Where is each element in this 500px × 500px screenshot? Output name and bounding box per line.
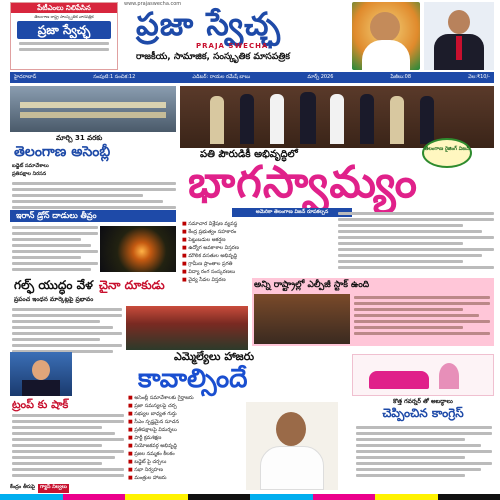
masthead-title-en: PRAJA SWECHA <box>196 42 269 50</box>
mla-headline: కావాల్సిందే <box>138 364 248 394</box>
masthead-tagline: రాజకీయ, సామాజిక, సంస్కృతిక మాసపత్రిక <box>136 52 290 62</box>
registration-bar <box>0 494 500 500</box>
assembly-bullet: ప్రతిపక్షాల నిరసన <box>12 171 47 177</box>
side-banner-sub: తెలంగాణ రాష్ట్ర సాంస్కృతిక వారపత్రిక <box>34 14 94 19</box>
bottom-left-heading-text: కేంద్రం తీరుపై <box>10 484 36 490</box>
bottom-left-heading-accent: గ్యాస్ నిల్వలు <box>38 484 69 493</box>
side-logo: ప్రజా స్వేచ్ఛ <box>17 21 111 39</box>
info-pages: పేజీలు:08 <box>390 74 412 80</box>
lpg-heading: అన్ని రాష్ట్రాల్లో ఎల్పీజీ స్టాక్ ఉంది <box>254 280 370 290</box>
congress-heading: చెప్పించిన కాంగ్రెస్ <box>382 406 464 420</box>
leader-collage <box>352 2 420 70</box>
congress-heading-top: కొత్త గవర్నర్ తో అబద్ధాలు <box>393 398 453 405</box>
mla-kicker: ఎమ్మెల్యేలు హాజరు <box>174 350 255 363</box>
iran-heading: ఇరాన్ డ్రోన్ దాడులు తీవ్రం <box>10 210 176 222</box>
side-banner <box>10 2 118 70</box>
info-volume: సంపుటి:1 సంచిక:12 <box>93 74 136 80</box>
assembly-heading: తెలంగాణ అసెంబ్లీ <box>14 144 111 160</box>
bottom-left-heading <box>10 484 124 493</box>
partnership-bullets: ■ సమాచార విశ్లేషణ వ్యవస్థ ■ కేంద్ర ప్రభుత్వం సహకారం ■ పెట్టుబడుల ఆకర్షణ ■ ఉద్యోగ అవకాశాల విస్తరణ ■ మౌలిక వసతుల అభివృద్ధి ■ గ్రామీణ ప్రాంతాల ప్రగతి ■ విద్యా రంగ సంస్కరణలు ■ వైద్య సేవల విస్తరణ <box>182 220 332 284</box>
trump-heading: ట్రంప్ కు షాక్ <box>12 398 69 411</box>
china-military-photo <box>126 306 248 350</box>
assembly-photo <box>10 86 176 132</box>
partnership-subline: అమెరికా తెలంగాణ విజన్ రూపకల్పన <box>232 208 352 217</box>
assembly-bullet: బడ్జెట్ సమావేశాలు <box>12 163 49 169</box>
masthead-title: ప్రజా స్వేచ్ఛ <box>136 5 282 43</box>
info-month: మార్చ్ 2026 <box>307 74 334 80</box>
assembly-caption: మార్చి 31 వరకు <box>56 134 103 142</box>
mla-bullets: ■ అసెంబ్లీ సమావేశాలకు గైర్హాజరు ■ ప్రజా సమస్యలపై చర్చ ■ సభ్యుల బాధ్యత గుర్తు ■ సీఎం స్పష్టమైన సూచన ■ ప్రతిపక్షాలపై విమర్శలు ■ పార్టీ క్రమశిక్షణ ■ నియోజకవర్గ అభివృద్ధి ■ ప్రజల నమ్మకం కీలకం ■ బడ్జెట్ పై చర్చలు ■ సభా నిర్వహణ ■ మంత్రుల హాజరు <box>128 394 288 482</box>
info-price: వెల:₹10/- <box>468 74 490 80</box>
partnership-badge: తెలంగాణ రైజింగ్ విజన్ <box>422 138 472 168</box>
cm-photo <box>246 402 338 490</box>
side-banner-top: పేటీఎంలు నిలిపేసిన <box>11 3 117 13</box>
gulf-heading-accent: చైనా దూకుడు <box>98 278 165 292</box>
editor-photo <box>424 2 494 70</box>
partnership-kicker: పతి పౌరుడికీ అభివృద్ధిలో <box>200 149 298 160</box>
partnership-headline: భాగస్వామ్యం <box>188 157 418 208</box>
info-editor: ఎడిటర్: రాయల రమేష్ బాబు <box>192 74 251 80</box>
lpg-photo <box>254 294 350 344</box>
gulf-bullet: ప్రపంచ ఇంధన మార్కెట్లపై ప్రభావం <box>14 296 94 303</box>
info-city: హైదరాబాద్ <box>14 74 37 80</box>
iran-drone-photo <box>100 226 176 272</box>
info-bar <box>10 72 494 83</box>
car-cartoon <box>352 354 494 396</box>
website-url: www.prajaswecha.com <box>124 1 182 7</box>
trump-photo <box>10 352 72 396</box>
gulf-heading-text: గల్ఫ్ యుద్ధం వేళ <box>14 278 93 292</box>
